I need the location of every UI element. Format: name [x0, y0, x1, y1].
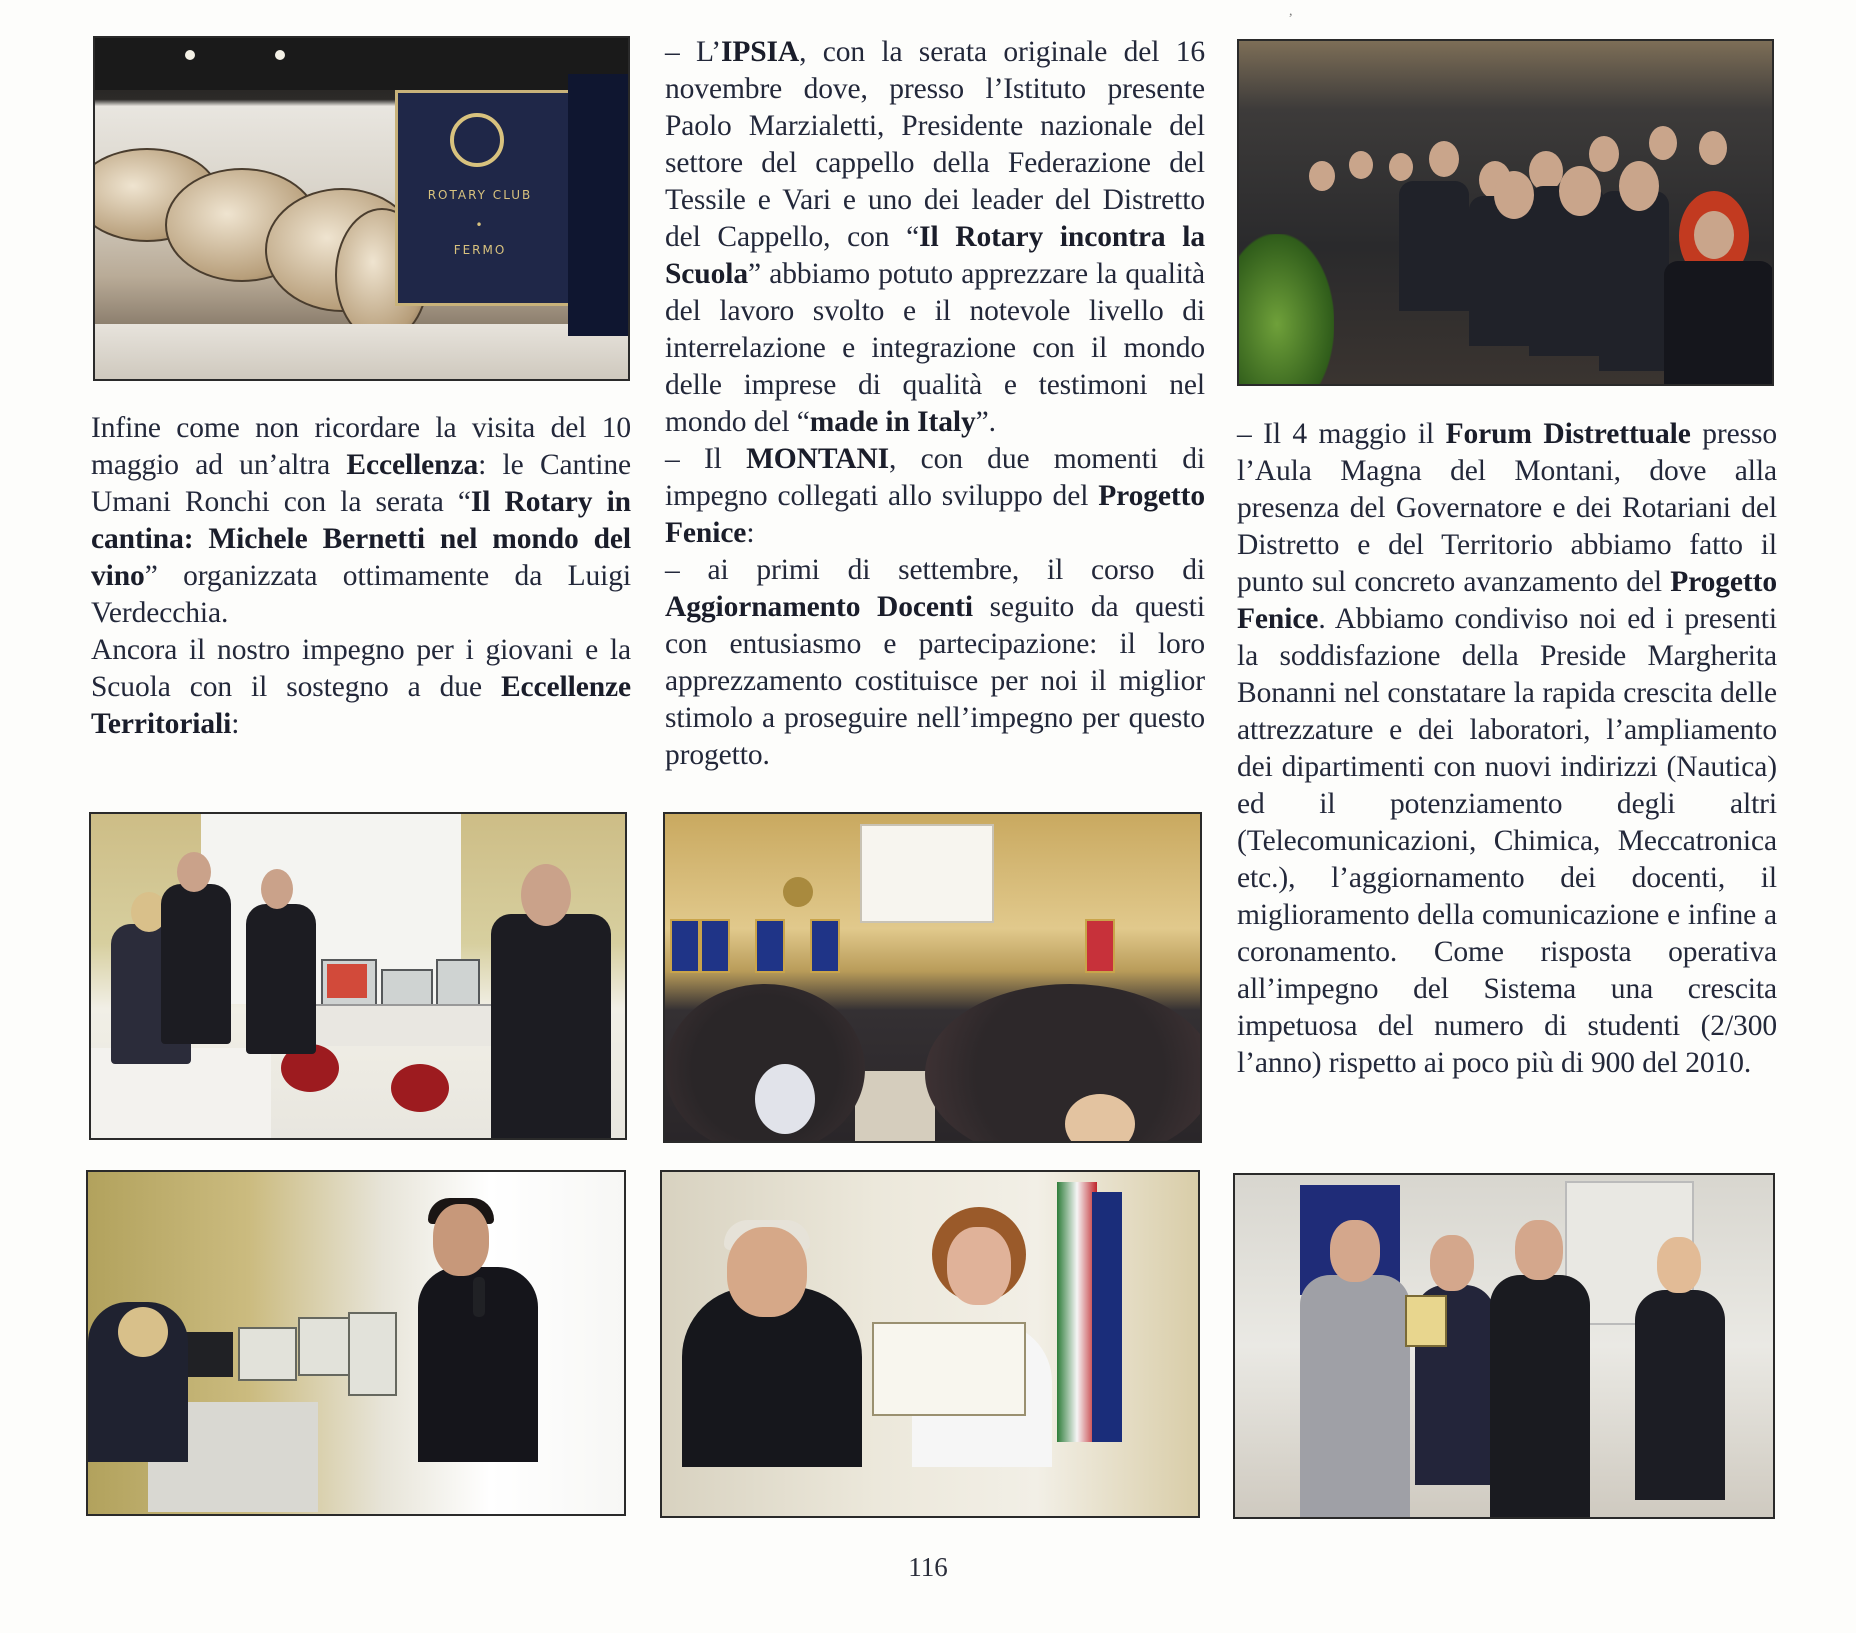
ceiling-lamp: [275, 50, 285, 60]
emblem: [783, 877, 813, 907]
column-2-text: [665, 34, 1205, 774]
computer-monitor: [238, 1327, 297, 1381]
italian-flag: [1057, 1182, 1097, 1442]
man-grey-suit: [1300, 1275, 1410, 1519]
speaker-face: [433, 1204, 489, 1276]
rotary-banner: [700, 919, 730, 973]
woman: [1635, 1290, 1725, 1500]
cellar-pillar: [568, 74, 628, 336]
speaker-face: [521, 864, 571, 926]
rotary-wheel-icon: [450, 113, 504, 167]
rotary-banner-text: FERMO: [453, 243, 507, 257]
attendee-head: [1589, 136, 1619, 172]
person: [161, 884, 231, 1044]
person: [246, 904, 316, 1054]
man-face: [1330, 1220, 1380, 1282]
computer-tower: [348, 1312, 397, 1396]
attendee-head: [1389, 153, 1413, 181]
rotary-banner-text: •: [475, 218, 485, 232]
photo-speaker-microphone: [86, 1170, 626, 1516]
computer-monitor: [298, 1317, 352, 1376]
man-dark-suit: [1490, 1275, 1590, 1519]
microphone-icon: [473, 1277, 485, 1317]
person-face: [261, 869, 293, 909]
photo-award-ceremony: [1233, 1173, 1775, 1519]
page-number: 116: [908, 1552, 948, 1582]
attendee-head: [1694, 211, 1734, 259]
plant: [1239, 234, 1334, 384]
eu-flag: [1092, 1192, 1122, 1442]
attendee-head: [1559, 166, 1601, 216]
paragraph: Ancora il nostro impegno per i giovani e la Scuola con il sostegno a due Eccellenze Territoriali:: [91, 634, 631, 740]
cellar-table: [95, 324, 628, 379]
aisle: [855, 1071, 935, 1141]
red-chair: [391, 1064, 449, 1112]
attendee: [1599, 191, 1669, 371]
ceiling-lamp: [185, 50, 195, 60]
attendee-head: [1619, 161, 1659, 211]
photo-auditorium-audience: [1237, 39, 1774, 386]
attendee-head: [1309, 161, 1335, 191]
attendee-head: [1529, 151, 1563, 191]
speaker: [491, 914, 611, 1140]
attendee-head: [1649, 126, 1677, 160]
column-3-text: [1237, 416, 1777, 1082]
man-face: [1515, 1220, 1563, 1280]
man-face: [727, 1227, 807, 1317]
audience-member: [755, 1064, 815, 1134]
rotary-banner: [670, 919, 700, 973]
attendee-head: [1494, 171, 1534, 219]
rotary-banner: [1085, 919, 1115, 973]
person-face: [177, 852, 211, 892]
attendee-head: [1699, 131, 1727, 165]
photo-conference-hall: [663, 812, 1202, 1143]
attendee: [1529, 186, 1604, 356]
cellar-ceiling: [95, 38, 628, 90]
rotary-banner: [755, 919, 785, 973]
photo-lab-presentation: [89, 812, 627, 1140]
monitor-screen: [327, 964, 367, 998]
paragraph: – Il MONTANI, con due momenti di impegno collegati allo sviluppo del Progetto Fenice:: [665, 443, 1205, 549]
audience: [925, 984, 1202, 1143]
photo-diploma-presentation: [660, 1170, 1200, 1518]
diploma: [872, 1322, 1026, 1416]
attendee: [1664, 261, 1774, 386]
scan-speck: ,: [1289, 4, 1293, 19]
rotary-banner: [810, 919, 840, 973]
person-face: [118, 1307, 168, 1357]
award-plaque: [1405, 1295, 1447, 1347]
attendee: [1399, 181, 1469, 311]
column-1-text: [91, 410, 631, 743]
attendee-head: [1349, 151, 1373, 179]
woman-face: [947, 1227, 1011, 1305]
photo-wine-cellar: [93, 36, 630, 381]
paragraph: – L’IPSIA, con la serata originale del 16 novembre dove, presso l’Istituto presente Paolo Marzialetti, Presidente nazionale del settore del cappello della Federazione del Tessile e Vari e uno dei leader del Distretto del Cappello, con “Il Rotary incontra la Scuola” abbiamo potuto apprezzare la qualità del lavoro svolto e il notevole livello di interrelazione e integrazione con il mondo delle imprese di qualità e testimoni nel mondo del “made in Italy”.: [665, 36, 1205, 438]
paragraph: – ai primi di settembre, il corso di Aggiornamento Docenti seguito da questi con entusiasmo e partecipazione: il loro apprezzamento costituisce per noi il miglior stimolo a proseguire nell’impegno per questo progetto.: [665, 554, 1205, 771]
rotary-banner-text: ROTARY CLUB: [427, 188, 533, 202]
woman-face: [1657, 1237, 1701, 1293]
paragraph: Infine come non ricordare la visita del 10 maggio ad un’altra Eccellenza: le Cantine Umani Ronchi con la serata “Il Rotary in cantina: Michele Bernetti nel mondo del vino” organizzata ottimamente da Luigi Verdecchia.: [91, 412, 632, 629]
attendee-head: [1429, 141, 1459, 177]
projection-screen: [860, 824, 994, 923]
woman-face: [1430, 1235, 1474, 1291]
paragraph: – Il 4 maggio il Forum Distrettuale presso l’Aula Magna del Montani, dove alla presenza del Governatore e dei Rotariani del Distretto e del Territorio abbiamo fatto il punto sul concreto avanzamento del Progetto Fenice. Abbiamo condiviso noi ed i presenti la soddisfazione della Preside Margherita Bonanni nel constatare la rapida crescita delle attrezzature e dei laboratori, l’ampliamento dei dipartimenti con nuovi indirizzi (Nautica) ed il potenziamento degli altri (Telecomunicazioni, Chimica, Meccatronica etc.), l’aggiornamento dei docenti, il miglioramento della comunicazione e infine a coronamento. Come risposta operativa all’impegno del Sistema una crescita impetuosa del numero di studenti (2/300 l’anno) rispetto ai poco più di 900 del 2010.: [1237, 418, 1777, 1079]
